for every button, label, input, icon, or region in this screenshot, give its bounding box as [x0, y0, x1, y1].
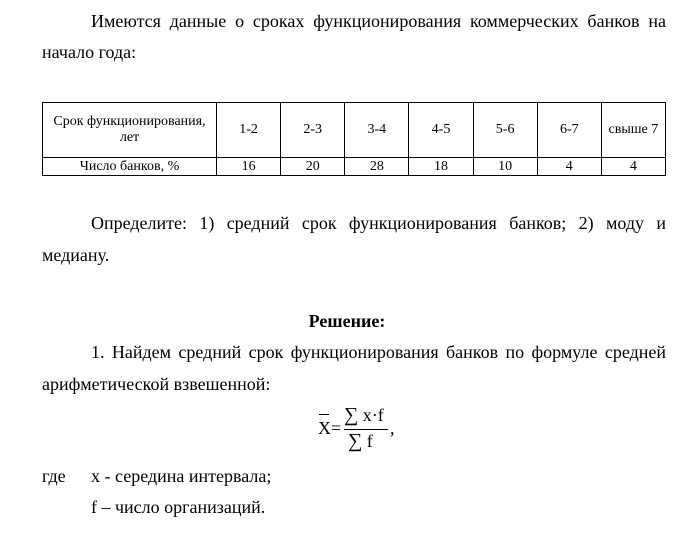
table-cell: 18 — [409, 158, 473, 176]
table-col-header: 4-5 — [409, 103, 473, 158]
bank-age-table — [42, 102, 666, 176]
task-line-2: медиану. — [42, 245, 110, 265]
sigma-icon: ∑ — [344, 404, 359, 426]
formula-lhs — [318, 418, 331, 439]
table-col-header: свыше 7 — [601, 103, 665, 158]
table-header-row — [43, 103, 666, 158]
formula-numerator — [344, 404, 384, 427]
numerator-expression: x·f — [362, 405, 384, 425]
where-label: где — [42, 466, 66, 486]
formula-denominator — [348, 430, 373, 453]
formula-lhs-symbol: X — [318, 418, 331, 438]
step1-line-2: арифметической взвешенной: — [42, 374, 271, 394]
table-col-header: 1-2 — [217, 103, 281, 158]
weighted-mean-formula — [318, 404, 408, 454]
table-col-header: 5-6 — [473, 103, 537, 158]
table-cell: 4 — [601, 158, 665, 176]
table-cell: 10 — [473, 158, 537, 176]
intro-line-2: начало года: — [42, 42, 137, 62]
table-cell: 20 — [281, 158, 345, 176]
where-f-definition: f – число организаций. — [91, 497, 266, 517]
table-row — [43, 158, 666, 176]
table-cell: 16 — [217, 158, 281, 176]
task-line-1: Определите: 1) средний срок функционирования банков; 2) моду и — [91, 213, 666, 233]
table-col-header: 3-4 — [345, 103, 409, 158]
step1-line-1: 1. Найдем средний срок функционирования банков по формуле средней — [91, 342, 666, 362]
denominator-expression: f — [366, 431, 373, 451]
table-cell: 4 — [537, 158, 601, 176]
table-cell: 28 — [345, 158, 409, 176]
intro-line-1: Имеются данные о сроках функционирования коммерческих банков на — [91, 11, 666, 31]
formula-equals: = — [331, 418, 342, 438]
table-col-header: 6-7 — [537, 103, 601, 158]
table-col-header: 2-3 — [281, 103, 345, 158]
table-row-label: Число банков, % — [43, 158, 217, 176]
table-header-label: Срок функционирования, лет — [43, 103, 217, 158]
formula-comma: , — [390, 418, 395, 438]
where-x-definition: x - середина интервала; — [91, 466, 272, 486]
overline — [319, 414, 329, 415]
solution-heading: Решение: — [308, 311, 386, 331]
sigma-icon: ∑ — [348, 430, 363, 452]
